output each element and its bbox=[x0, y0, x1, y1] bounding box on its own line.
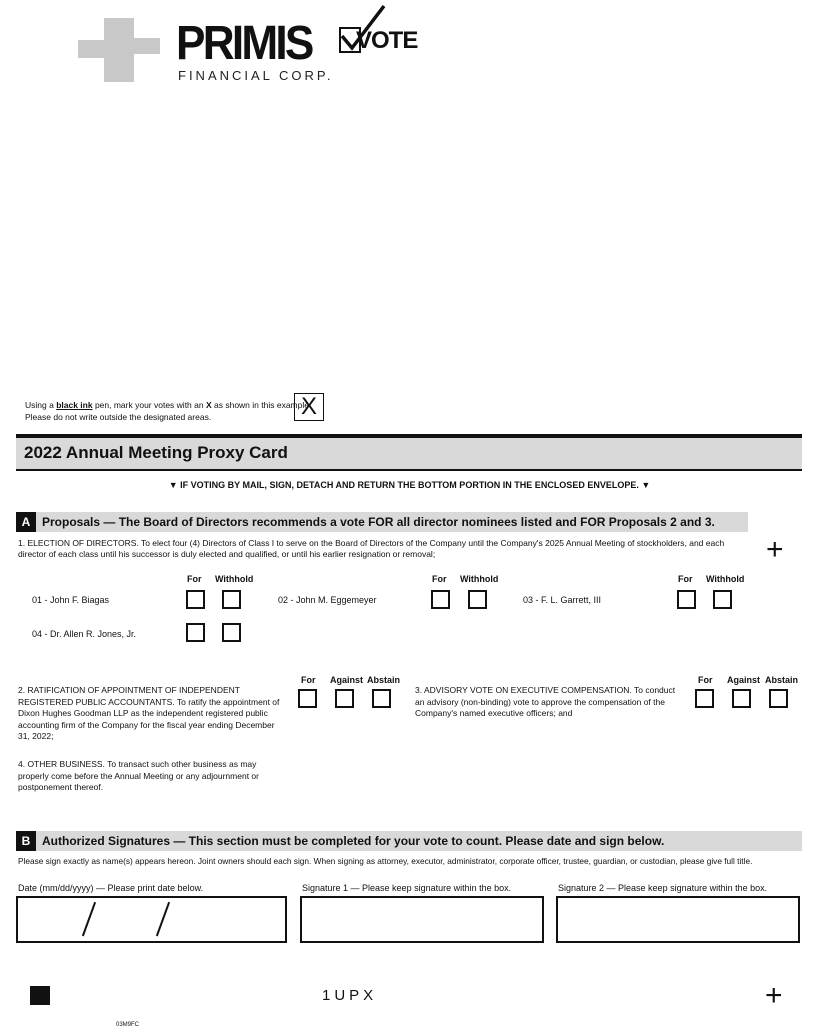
nominee-04-name: 04 - Dr. Allen R. Jones, Jr. bbox=[32, 629, 137, 639]
proposal-3-against-checkbox[interactable] bbox=[732, 689, 751, 708]
nominee-01-name: 01 - John F. Biagas bbox=[32, 595, 110, 605]
proposal-2-for-checkbox[interactable] bbox=[298, 689, 317, 708]
proposal-2-against-header: Against bbox=[330, 675, 364, 685]
section-b-title: Authorized Signatures — This section must be completed for your vote to count. Please date and sign below. bbox=[42, 834, 665, 848]
proposal-3-text: 3. ADVISORY VOTE ON EXECUTIVE COMPENSATION. To conduct an advisory (non-binding) vote to approve the compensation of the Company's named executive officers; and bbox=[415, 685, 676, 718]
page-title: 2022 Annual Meeting Proxy Card bbox=[24, 443, 288, 462]
proposal-1-text: 1. ELECTION OF DIRECTORS. To elect four (4) Directors of Class I to serve on the Board of Directors of the Company until the Company's 2025 Annual Meeting of stockholders, and each director of each class until his successor is duly elected and qualified, or until his earlier resignation or removal; bbox=[18, 538, 725, 559]
proposal-2-abstain-checkbox[interactable] bbox=[372, 689, 391, 708]
signature-instruction: Please sign exactly as name(s) appears hereon. Joint owners should each sign. When signing as attorney, executor, administrator, corporate officer, trustee, guardian, or custodian, please give full title. bbox=[18, 856, 753, 866]
nominee-03-withhold-checkbox[interactable] bbox=[713, 590, 732, 609]
proposal-2-for-header: For bbox=[301, 675, 316, 685]
primis-cross-logo-icon bbox=[78, 18, 160, 82]
proposal-2-against-checkbox[interactable] bbox=[335, 689, 354, 708]
plus-mark-bottom: + bbox=[765, 979, 783, 1012]
signature-2-box[interactable] bbox=[556, 896, 800, 943]
logo-vote-text: VOTE bbox=[356, 27, 418, 54]
nominee-withhold-header-2: Withhold bbox=[460, 574, 499, 584]
nominee-02-for-checkbox[interactable] bbox=[431, 590, 450, 609]
date-label: Date (mm/dd/yyyy) — Please print date below. bbox=[18, 883, 204, 893]
section-b-letter: B bbox=[16, 831, 36, 851]
title-bottom-rule bbox=[16, 469, 802, 471]
nominee-withhold-header-3: Withhold bbox=[706, 574, 745, 584]
nominee-for-header-3: For bbox=[678, 574, 693, 584]
section-a-letter: A bbox=[16, 512, 36, 532]
marking-instructions: Using a black ink pen, mark your votes with an X as shown in this example. Please do not write outside the designated areas. bbox=[25, 400, 312, 422]
form-code: 1UPX bbox=[322, 987, 378, 1004]
proposal-2-abstain-header: Abstain bbox=[367, 675, 401, 685]
nominee-for-header-1: For bbox=[187, 574, 202, 584]
signature-2-label: Signature 2 — Please keep signature within the box. bbox=[558, 883, 768, 893]
signature-1-label: Signature 1 — Please keep signature within the box. bbox=[302, 883, 512, 893]
nominee-01-withhold-checkbox[interactable] bbox=[222, 590, 241, 609]
nominee-02-name: 02 - John M. Eggemeyer bbox=[278, 595, 377, 605]
proposal-4-text: 4. OTHER BUSINESS. To transact such other business as may properly come before the Annual Meeting or any adjournment or postponement thereof. bbox=[18, 759, 259, 792]
proposal-3-for-checkbox[interactable] bbox=[695, 689, 714, 708]
nominee-03-for-checkbox[interactable] bbox=[677, 590, 696, 609]
nominee-for-header-2: For bbox=[432, 574, 447, 584]
proposal-3-abstain-header: Abstain bbox=[765, 675, 799, 685]
proposal-3-for-header: For bbox=[698, 675, 713, 685]
logo-subtitle: FINANCIAL CORP. bbox=[178, 68, 334, 83]
tiny-form-code: 03M9FC bbox=[116, 1022, 140, 1028]
section-a-title: Proposals — The Board of Directors recommends a vote FOR all director nominees listed and FOR Proposals 2 and 3. bbox=[42, 515, 715, 529]
signature-1-box[interactable] bbox=[300, 896, 544, 943]
proposal-3-against-header: Against bbox=[727, 675, 761, 685]
nominee-withhold-header-1: Withhold bbox=[215, 574, 254, 584]
mail-instruction: ▼ IF VOTING BY MAIL, SIGN, DETACH AND RETURN THE BOTTOM PORTION IN THE ENCLOSED ENVELOPE. ▼ bbox=[168, 480, 651, 490]
proposal-3-abstain-checkbox[interactable] bbox=[769, 689, 788, 708]
proposal-2-text: 2. RATIFICATION OF APPOINTMENT OF INDEPENDENT REGISTERED PUBLIC ACCOUNTANTS. To ratify the appointment of Dixon Hughes Goodman LLP as the independent registered public accounting firm of the Company for the fiscal year ending December 31, 2022; bbox=[18, 685, 280, 741]
registration-square bbox=[30, 986, 50, 1005]
nominee-04-withhold-checkbox[interactable] bbox=[222, 623, 241, 642]
nominee-04-for-checkbox[interactable] bbox=[186, 623, 205, 642]
nominee-01-for-checkbox[interactable] bbox=[186, 590, 205, 609]
plus-mark-top: + bbox=[766, 533, 784, 566]
nominee-03-name: 03 - F. L. Garrett, III bbox=[523, 595, 602, 605]
logo-name: PRIMIS bbox=[176, 17, 312, 70]
example-mark-box: X bbox=[294, 393, 324, 421]
date-input-box[interactable] bbox=[16, 896, 287, 943]
nominee-02-withhold-checkbox[interactable] bbox=[468, 590, 487, 609]
